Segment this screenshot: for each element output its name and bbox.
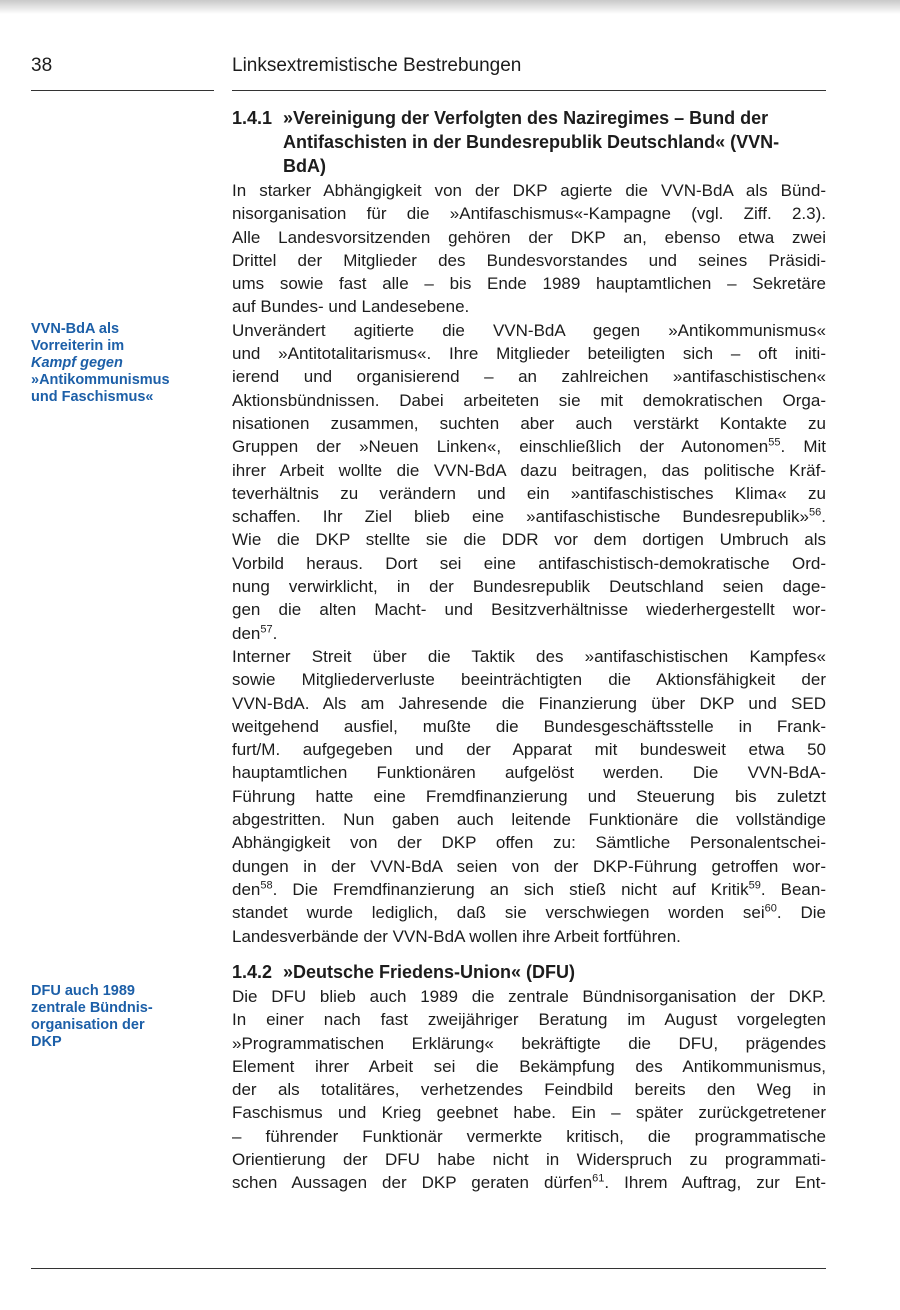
text-line — [232, 389, 826, 412]
text-line — [232, 645, 826, 668]
margin-note-line: »Antikommunismus — [31, 372, 170, 388]
text-segment: – führender Funktionär vermerkte kritisch, die programmatische — [232, 1126, 826, 1146]
text-segment: standet wurde lediglich, daß sie verschwiegen worden sei — [232, 903, 765, 923]
text-line — [232, 855, 826, 878]
text-segment: Aktionsbündnissen. Dabei arbeiteten sie mit demokratischen Orga- — [232, 390, 826, 410]
margin-note-line: DKP — [31, 1034, 62, 1050]
text-line — [232, 482, 826, 505]
text-segment: furt/M. aufgegeben und der Apparat mit bundesweit etwa 50 — [232, 740, 826, 760]
page-number: 38 — [31, 55, 53, 76]
text-segment: Interner Streit über die Taktik des »antifaschistischen Kampfes« — [232, 646, 826, 666]
text-segment: Wie die DKP stellte sie die DDR vor dem dortigen Umbruch als — [232, 530, 826, 550]
text-segment: . — [821, 507, 826, 527]
text-line — [232, 272, 826, 295]
text-line — [232, 925, 826, 948]
footnote-marker: 58 — [260, 879, 273, 892]
text-line — [232, 1008, 826, 1031]
running-title: Linksextremistische Bestrebungen — [232, 55, 522, 76]
text-segment: nisationen zusammen, suchten aber auch verstärkt Kontakte zu — [232, 413, 826, 433]
text-line — [232, 179, 826, 202]
text-segment: sowie Mitgliederverluste beeinträchtigten die Aktionsfähigkeit der — [232, 670, 826, 690]
text-segment: In einer nach fast zweijähriger Beratung im August vorgelegten — [232, 1010, 826, 1030]
text-line — [232, 831, 826, 854]
text-line — [232, 785, 826, 808]
header-rule-right — [232, 90, 826, 91]
text-line — [232, 226, 826, 249]
text-segment: . Die — [776, 903, 826, 923]
text-segment: ihrer Arbeit wollte die VVN-BdA dazu beitragen, das politische Kräf- — [232, 460, 826, 480]
text-line — [232, 878, 826, 901]
margin-note-vvn — [31, 321, 221, 406]
footnote-marker: 61 — [592, 1172, 605, 1185]
section-title — [283, 106, 828, 178]
text-line — [232, 761, 826, 784]
text-line — [232, 202, 826, 225]
margin-note-dfu — [31, 983, 221, 1051]
text-segment: abgestritten. Nun gaben auch leitende Funktionäre die vollständige — [232, 810, 826, 830]
text-segment: ierend und organisierend – an zahlreichen »antifaschistischen« — [232, 367, 826, 387]
text-line — [232, 342, 826, 365]
text-segment: VVN-BdA. Als am Jahresende die Finanzierung über DKP und SED — [232, 693, 826, 713]
text-segment: . Die Fremdfinanzierung an sich stieß nicht auf Kritik — [272, 879, 749, 899]
margin-note-line: VVN-BdA als — [31, 321, 120, 337]
text-segment: Element ihrer Arbeit sei die Bekämpfung des Antikommunismus, — [232, 1056, 826, 1076]
text-segment: . — [272, 623, 278, 643]
text-line — [232, 901, 826, 924]
text-line — [232, 598, 826, 621]
text-segment: nisorganisation für die »Antifaschismus«-Kampagne (vgl. Ziff. 2.3). — [232, 204, 826, 224]
text-segment: hauptamtlichen Funktionären aufgelöst werden. Die VVN-BdA- — [232, 763, 826, 783]
text-segment: . Ihrem Auftrag, zur Ent- — [604, 1173, 826, 1193]
section-title-line: »Deutsche Friedens-Union« (DFU) — [283, 962, 576, 982]
text-line — [232, 985, 826, 1008]
text-line — [232, 1032, 826, 1055]
footnote-marker: 59 — [748, 879, 761, 892]
text-segment: schen Aussagen der DKP geraten dürfen — [232, 1173, 593, 1193]
text-line — [232, 1171, 826, 1194]
section-body-dfu — [232, 985, 826, 1195]
text-line — [232, 622, 826, 645]
section-number: 1.4.2 — [232, 962, 273, 982]
text-segment: teverhältnis zu verändern und ein »antifaschistisches Klima« zu — [232, 483, 826, 503]
text-line — [232, 1125, 826, 1148]
text-segment: Drittel der Mitglieder des Bundesvorstandes und seines Präsidi- — [232, 250, 826, 270]
margin-note-line: zentrale Bündnis- — [31, 1000, 153, 1016]
text-segment: . Mit — [780, 437, 827, 457]
margin-note-line: DFU auch 1989 — [31, 983, 135, 999]
margin-note-line: Kampf gegen — [31, 355, 123, 371]
footnote-marker: 57 — [260, 622, 273, 635]
text-line — [232, 249, 826, 272]
text-line — [232, 528, 826, 551]
section-number: 1.4.1 — [232, 108, 273, 128]
text-segment: schaffen. Ihr Ziel blieb eine »antifaschistische Bundesrepublik» — [232, 507, 810, 527]
footnote-marker: 56 — [809, 506, 822, 519]
text-segment: ums sowie fast alle – bis Ende 1989 hauptamtlichen – Sekretäre — [232, 274, 826, 294]
text-line — [232, 738, 826, 761]
text-segment: den — [232, 879, 261, 899]
text-segment: Vorbild heraus. Dort sei eine antifaschistisch-demokratische Ord- — [232, 553, 826, 573]
text-segment: Gruppen der »Neuen Linken«, einschließlich der Autonomen — [232, 437, 769, 457]
text-segment: der als totalitäres, verhetzendes Feindbild bereits den Weg in — [232, 1080, 826, 1100]
footnote-marker: 60 — [764, 902, 777, 915]
text-line — [232, 435, 826, 458]
section-title-line: Antifaschisten in der Bundesrepublik Deutschland« (VVN- — [283, 132, 780, 152]
text-segment: Alle Landesvorsitzenden gehören der DKP an, ebenso etwa zwei — [232, 227, 826, 247]
footnote-marker: 55 — [768, 436, 781, 449]
page-top-band — [0, 0, 900, 14]
text-line — [232, 1055, 826, 1078]
section-body-vvn — [232, 179, 826, 948]
text-line — [232, 1078, 826, 1101]
text-segment: den — [232, 623, 261, 643]
footer-rule — [31, 1268, 826, 1269]
text-segment: Orientierung der DFU habe nicht in Widerspruch zu programmati- — [232, 1150, 826, 1170]
text-line — [232, 505, 826, 528]
text-segment: auf Bundes- und Landesebene. — [232, 297, 470, 317]
text-segment: Die DFU blieb auch 1989 die zentrale Bündnisorganisation der DKP. — [232, 987, 826, 1006]
text-line — [232, 552, 826, 575]
text-segment: weitgehend ausfiel, mußte die Bundesgeschäftsstelle in Frank- — [232, 716, 826, 736]
text-segment: Führung hatte eine Fremdfinanzierung und Steuerung bis zuletzt — [232, 786, 826, 806]
text-segment: »Programmatischen Erklärung« bekräftigte die DFU, prägendes — [232, 1033, 826, 1053]
text-line — [232, 1148, 826, 1171]
text-line — [232, 668, 826, 691]
text-segment: Faschismus und Krieg geebnet habe. Ein – später zurückgetretener — [232, 1103, 826, 1123]
text-segment: dungen in der VVN-BdA seien von der DKP-Führung getroffen wor- — [232, 856, 826, 876]
text-segment: Unverändert agitierte die VVN-BdA gegen »Antikommunismus« — [232, 320, 826, 340]
margin-note-line: und Faschismus« — [31, 389, 154, 405]
text-line — [232, 715, 826, 738]
text-line — [232, 319, 826, 342]
text-line — [232, 692, 826, 715]
text-segment: gen die alten Macht- und Besitzverhältnisse wiederhergestellt wor- — [232, 600, 826, 620]
text-line — [232, 808, 826, 831]
section-heading-vvn — [232, 106, 828, 178]
margin-note-line: organisation der — [31, 1017, 145, 1033]
text-line — [232, 295, 826, 318]
text-line — [232, 459, 826, 482]
text-segment: . Bean- — [760, 879, 826, 899]
section-title-line: »Vereinigung der Verfolgten des Naziregimes – Bund der — [283, 108, 769, 128]
section-title-line: BdA) — [283, 156, 326, 176]
header-rule-left — [31, 90, 214, 91]
text-line — [232, 412, 826, 435]
text-segment: Abhängigkeit von der DKP offen zu: Sämtliche Personalentschei- — [232, 833, 826, 853]
section-title — [283, 960, 828, 984]
text-segment: nung verwirklicht, in der Bundesrepublik Deutschland seien dage- — [232, 577, 826, 597]
section-heading-dfu — [232, 960, 828, 984]
text-segment: und »Antitotalitarismus«. Ihre Mitglieder beteiligten sich – oft initi- — [232, 344, 826, 364]
text-line — [232, 575, 826, 598]
text-segment: Landesverbände der VVN-BdA wollen ihre Arbeit fortführen. — [232, 926, 681, 946]
text-line — [232, 365, 826, 388]
margin-note-line: Vorreiterin im — [31, 338, 125, 354]
text-segment: In starker Abhängigkeit von der DKP agierte die VVN-BdA als Bünd- — [232, 181, 826, 200]
text-line — [232, 1101, 826, 1124]
